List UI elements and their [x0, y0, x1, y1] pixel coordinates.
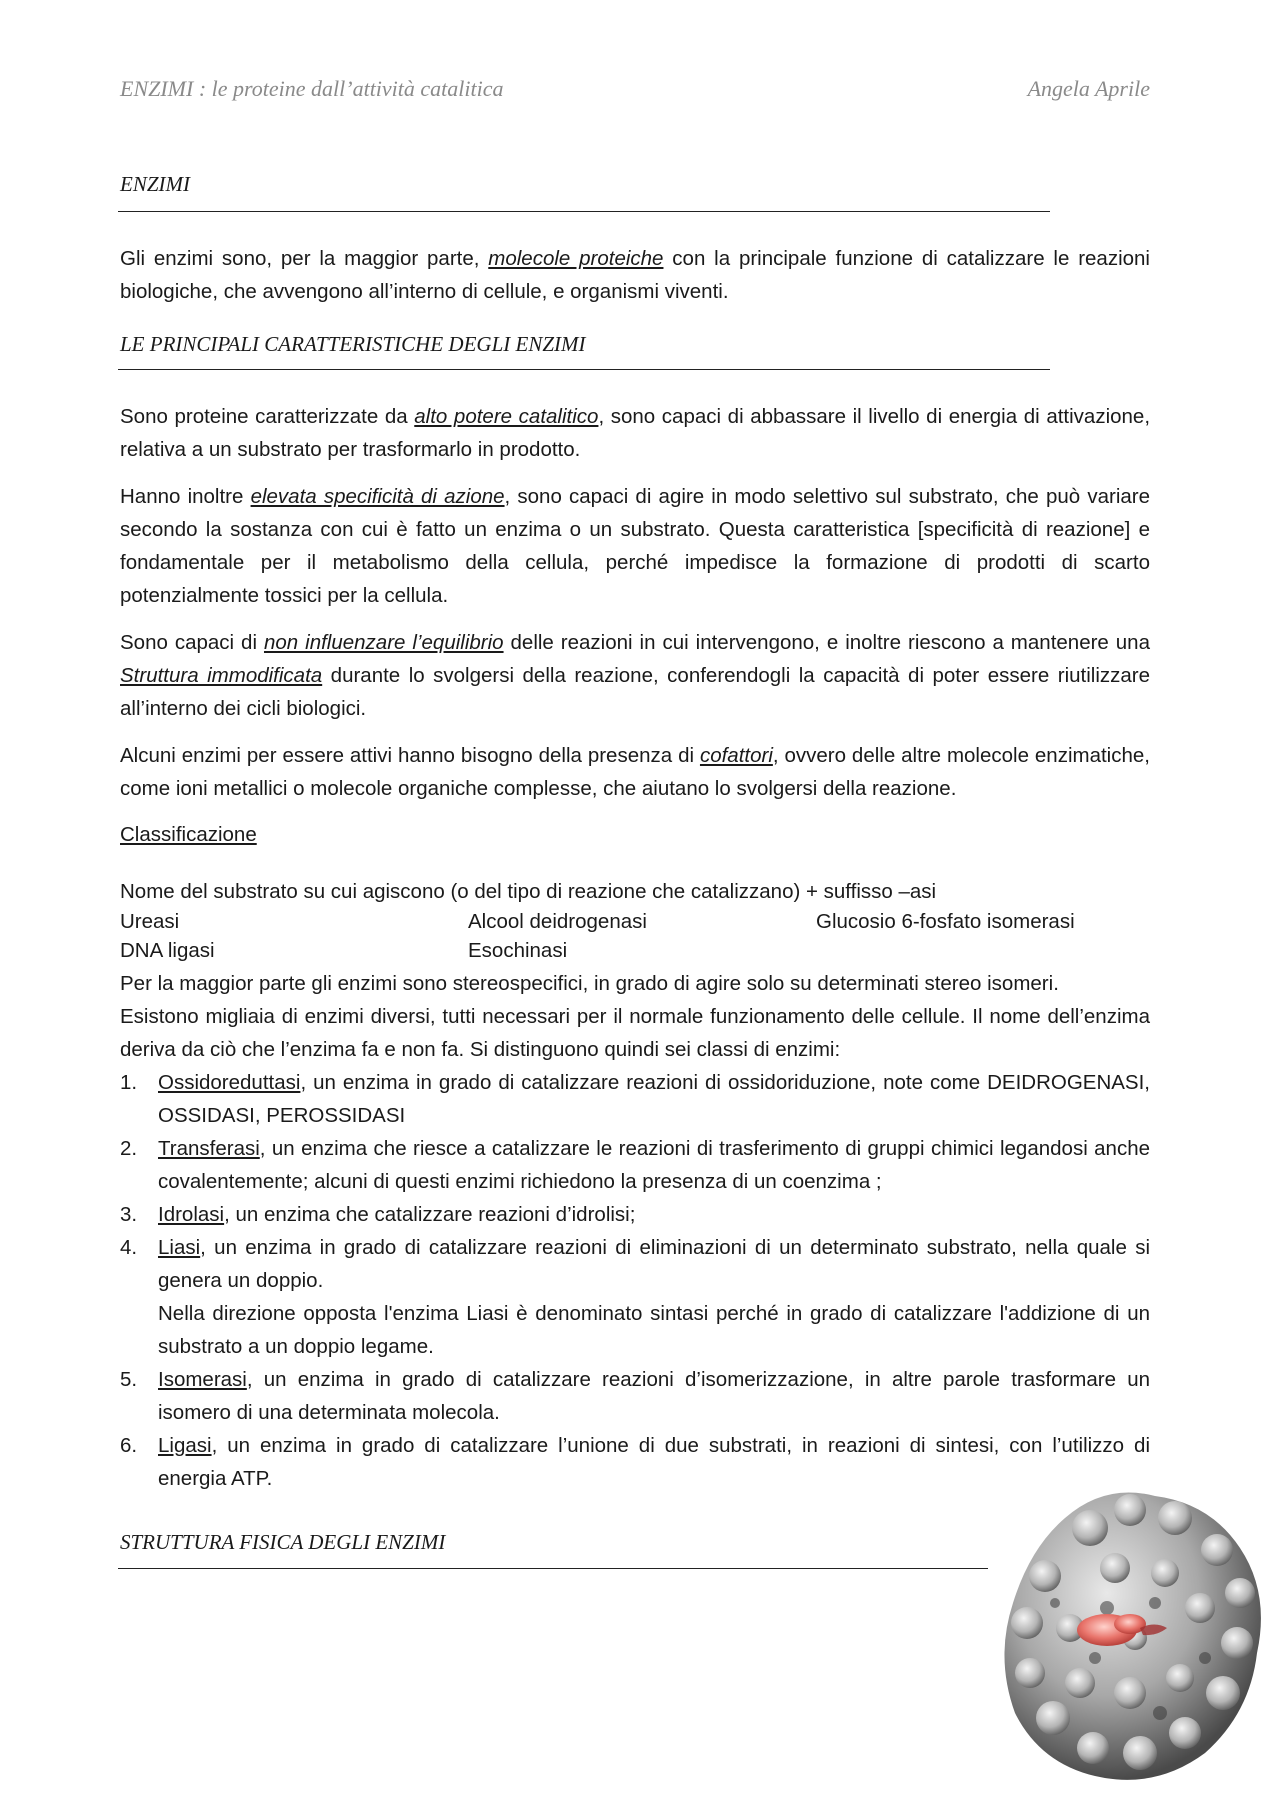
underlined-term: alto potere catalitico	[414, 405, 599, 428]
classificazione-body	[120, 877, 1150, 1495]
list-item: 6. Ligasi, un enzima in grado di catalizzare l’unione di due substrati, in reazioni di sintesi, con l’utilizzo di energia ATP.	[120, 1434, 1150, 1490]
list-item: 5. Isomerasi, un enzima in grado di catalizzare reazioni d’isomerizzazione, in altre parole trasformare un isomero di una determinata molecola.	[120, 1368, 1150, 1424]
underlined-term: non influenzare l’equilibrio	[263, 631, 504, 654]
paragraph: Hanno inoltre elevata specificità di azione, sono capaci di agire in modo selettivo sul substrato, che può variare secondo la sostanza con cui è fatto un enzima o un substrato. Questa caratteristica [specificità di reazione] e fondamentale per il metabolismo della cellula, perché impedisce la formazione di prodotti di scarto potenzialmente tossici per la cellula.	[120, 485, 1151, 607]
document-title: ENZIMI : le proteine dall’attività catalitica	[120, 76, 504, 101]
paragraph: Esistono migliaia di enzimi diversi, tutti necessari per il normale funzionamento delle cellule. Il nome dell’enzima deriva da ciò che l’enzima fa e non fa. Si distinguono quindi sei classi di enzimi:	[120, 1005, 1150, 1061]
paragraph: Sono proteine caratterizzate da alto potere catalitico, sono capaci di abbassare il livello di energia di attivazione, relativa a un substrato per trasformarlo in prodotto.	[120, 405, 1151, 461]
section-rule	[118, 1568, 988, 1569]
section-title-enzimi: ENZIMI	[120, 172, 190, 196]
examples-row: Ureasi Alcool deidrogenasi Glucosio 6-fosfato isomerasi	[120, 910, 1075, 933]
list-item: 4. Liasi, un enzima in grado di catalizzare reazioni di eliminazioni di un determinato substrato, nella quale si genera un doppio. Nella direzione opposta l'enzima Liasi è denominato sintasi perché in grado di catalizzare l'addizione di un substrato a un doppio legame.	[120, 1236, 1150, 1358]
list-item: 1. Ossidoreduttasi, un enzima in grado di catalizzare reazioni di ossidoriduzione, note come DEIDROGENASI, OSSIDASI, PEROSSIDASI	[120, 1071, 1150, 1127]
section-rule	[118, 369, 1050, 370]
enzyme-surface-image	[995, 1478, 1280, 1798]
enzyme-classes-list	[120, 1066, 1150, 1495]
list-item: 3. Idrolasi, un enzima che catalizzare reazioni d’idrolisi;	[120, 1203, 636, 1226]
caratteristiche-body	[120, 400, 1150, 819]
intro-paragraph: Gli enzimi sono, per la maggior parte, molecole proteiche con la principale funzione di catalizzare le reazioni biologiche, che avvengono all’interno di cellule, e organismi viventi.	[120, 247, 1150, 303]
running-header	[120, 76, 1150, 102]
underlined-term: Struttura immodificata	[120, 664, 323, 687]
underlined-term: cofattori	[699, 744, 773, 767]
paragraph: Sono capaci di non influenzare l’equilibrio delle reazioni in cui intervengono, e inoltre riescono a mantenere una Struttura immodificata durante lo svolgersi della reazione, conferendogli la capacità di poter essere riutilizzare all’interno dei cicli biologici.	[120, 631, 1151, 720]
section-title-struttura: STRUTTURA FISICA DEGLI ENZIMI	[120, 1530, 446, 1554]
paragraph: Per la maggior parte gli enzimi sono stereospecifici, in grado di agire solo su determinati stereo isomeri.	[120, 972, 1059, 995]
naming-rule: Nome del substrato su cui agiscono (o del tipo di reazione che catalizzano) + suffisso –asi	[120, 880, 937, 903]
paragraph: Alcuni enzimi per essere attivi hanno bisogno della presenza di cofattori, ovvero delle altre molecole enzimatiche, come ioni metallici o molecole organiche complesse, che aiutano lo svolgersi della reazione.	[120, 744, 1150, 800]
list-item: 2. Transferasi, un enzima che riesce a catalizzare le reazioni di trasferimento di gruppi chimici legandosi anche covalentemente; alcuni di questi enzimi richiedono la presenza di un coenzima ;	[120, 1137, 1150, 1193]
section-rule	[118, 211, 1050, 212]
section-title-caratteristiche: LE PRINCIPALI CARATTERISTICHE DEGLI ENZIMI	[120, 332, 586, 356]
author-name: Angela Aprile	[1027, 76, 1150, 101]
examples-row: DNA ligasi Esochinasi	[120, 939, 568, 962]
underlined-term: elevata specificità di azione	[250, 485, 505, 508]
underlined-term: molecole proteiche	[488, 247, 664, 270]
classificazione-heading: Classificazione	[120, 823, 257, 846]
